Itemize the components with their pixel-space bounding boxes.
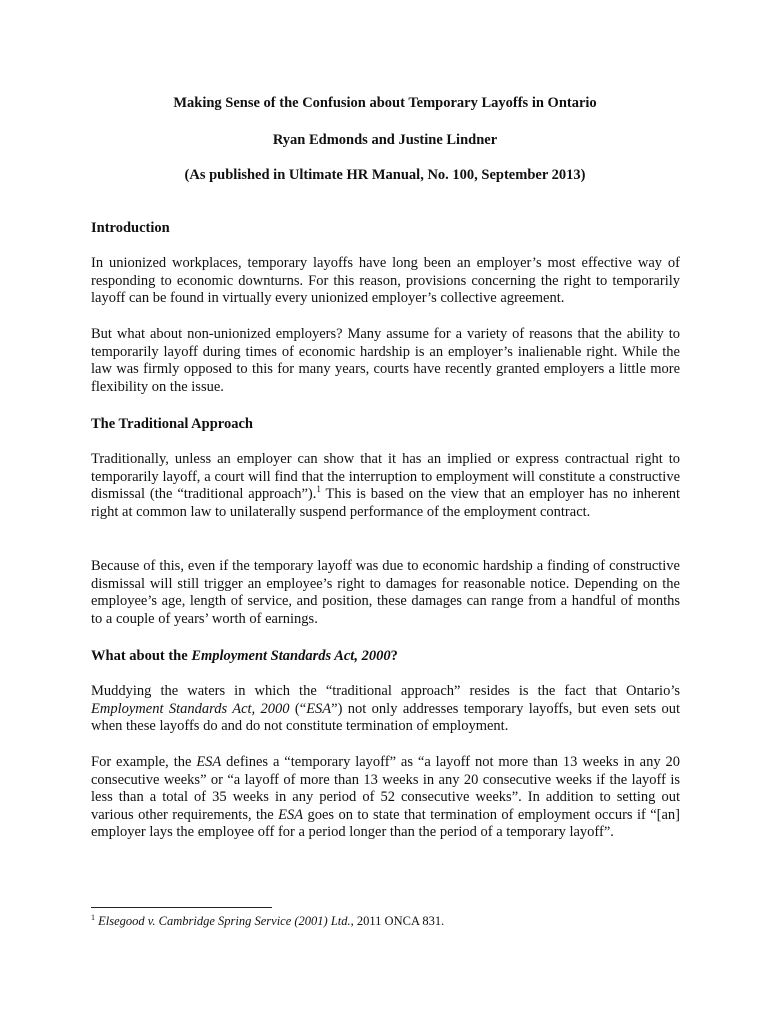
- esa2-text-e: goes on to state that termination of employment occurs if “[an] employer lays the employee off for a period longer than the period of a temporary layoff”.: [91, 806, 681, 841]
- authors-line: Ryan Edmonds and Justine Lindner: [272, 132, 498, 148]
- footnote-citation: 2011 ONCA 831.: [353, 914, 445, 928]
- paragraph-esa-1: [91, 683, 680, 736]
- paragraph-traditional-2: Because of this, even if the temporary layoff was due to economic hardship a finding of constructive dismissal will still trigger an employee’s right to damages for reasonable notice. Depending on the employee’s age, length of service, and position, these damages can range from a handful of months to a couple of years’ worth of earnings.: [91, 558, 680, 627]
- esa1-act-title: Employment Standards Act, 2000: [91, 700, 290, 717]
- paragraph-traditional-1: [91, 451, 680, 521]
- footnote-number: 1: [91, 912, 95, 922]
- esa-heading-act-title: Employment Standards Act, 2000: [191, 648, 391, 664]
- esa2-abbrev-2: ESA: [278, 806, 304, 823]
- esa2-abbrev-1: ESA: [196, 754, 222, 770]
- esa2-text-a: For example, the: [91, 754, 197, 770]
- section-heading-esa: [91, 648, 680, 665]
- esa1-text-e: ”) not only addresses temporary layoffs, but even sets out when these layoffs do and do not constitute termination of employment.: [91, 700, 680, 735]
- document-title: Making Sense of the Confusion about Temporary Layoffs in Ontario: [173, 95, 597, 111]
- footnote-reference: 1: [316, 484, 321, 495]
- footnote: [91, 914, 444, 929]
- paragraph-esa-2: [91, 754, 680, 842]
- traditional-text-b: This is based on the view that an employer has no inherent right at common law to unilaterally suspend performance of the employment contract.: [91, 486, 681, 520]
- paragraph-intro-1: In unionized workplaces, temporary layoffs have long been an employer’s most effective way of responding to economic downturns. For this reason, provisions concerning the right to temporarily layoff can be found in virtually every unionized employer’s collective agreement.: [91, 255, 680, 307]
- paragraph-intro-2: But what about non-unionized employers? Many assume for a variety of reasons that the ability to temporarily layoff during times of economic hardship is an employer’s inalienable right. While the law was firmly opposed to this for many years, courts have recently granted employers a little more flexibility on the issue.: [91, 326, 680, 395]
- esa-heading-text-c: ?: [390, 648, 398, 664]
- footnote-case-name: Elsegood v. Cambridge Spring Service (2001) Ltd.,: [98, 914, 354, 928]
- section-heading-introduction: Introduction: [91, 220, 170, 236]
- publication-line: (As published in Ultimate HR Manual, No. 100, September 2013): [184, 167, 586, 183]
- esa-heading-text-a: What about the: [91, 648, 192, 664]
- traditional-text-a: Traditionally, unless an employer can show that it has an implied or express contractual right to temporarily layoff, a court will find that the interruption to employment will constitute a constructive dismissal (the “traditional approach”).: [91, 451, 680, 503]
- esa2-text-c: defines a “temporary layoff” as “a layoff not more than 13 weeks in any 20 consecutive weeks” or “a layoff of more than 13 weeks in any 20 consecutive weeks if the layoff is less than a total of 35 weeks in any period of 52 consecutive weeks”. In addition to setting out various other requirements, the: [91, 754, 680, 823]
- esa1-text-a: Muddying the waters in which the “traditional approach” resides is the fact that Ontario’s: [91, 683, 680, 699]
- esa1-abbrev: ESA: [306, 700, 332, 717]
- section-heading-traditional-approach: The Traditional Approach: [91, 416, 253, 432]
- esa1-text-c: (“: [289, 700, 307, 717]
- footnote-divider: [91, 907, 272, 908]
